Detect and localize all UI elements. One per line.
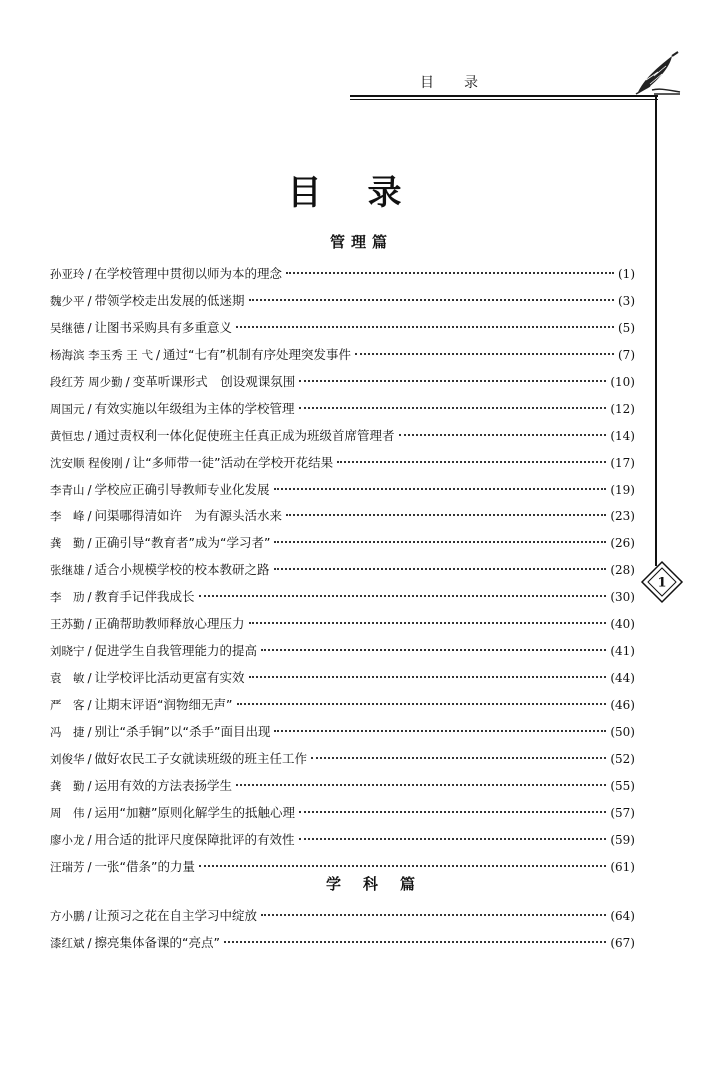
toc-separator: / xyxy=(87,401,92,416)
toc-leader-dots xyxy=(224,941,606,943)
toc-title: 促进学生自我管理能力的提高 xyxy=(94,643,258,659)
toc-author: 刘晓宁 xyxy=(50,644,85,659)
toc-title: 正确帮助教师释放心理压力 xyxy=(94,616,245,632)
toc-author: 李青山 xyxy=(50,482,85,497)
toc-author: 龚 勤 xyxy=(50,778,85,793)
toc-leader-dots xyxy=(249,676,607,678)
toc-author: 严 客 xyxy=(50,698,85,712)
toc-entry[interactable] xyxy=(50,480,635,507)
toc-entry[interactable] xyxy=(50,695,635,722)
toc-leader-dots xyxy=(311,757,606,759)
toc-leader-dots xyxy=(274,730,606,732)
toc-page-number: (17) xyxy=(610,455,635,470)
toc-author: 吴继德 xyxy=(50,320,85,335)
toc-author: 周 伟 xyxy=(50,805,85,820)
toc-separator: / xyxy=(87,644,92,659)
toc-page-number: (10) xyxy=(610,374,635,389)
toc-page-number: (44) xyxy=(610,671,635,686)
running-header: 目录 xyxy=(420,75,508,91)
toc-page-number: (7) xyxy=(618,347,635,362)
toc-page-number: (64) xyxy=(610,909,635,923)
toc-page-number: (46) xyxy=(610,698,635,712)
toc-entry[interactable] xyxy=(50,587,635,614)
toc-page-number: (3) xyxy=(618,293,635,308)
toc-page-number: (50) xyxy=(610,724,635,739)
toc-title: 让期末评语“润物细无声” xyxy=(94,697,233,712)
toc-author: 李 劢 xyxy=(50,590,85,605)
toc-author: 袁 敏 xyxy=(50,671,85,686)
toc-separator: / xyxy=(87,859,92,874)
toc-leader-dots xyxy=(236,326,614,328)
toc-leader-dots xyxy=(299,407,607,409)
toc-page-number: (30) xyxy=(610,590,635,605)
toc-separator: / xyxy=(87,267,92,281)
toc-leader-dots xyxy=(274,488,607,490)
toc-author: 刘俊华 xyxy=(50,751,85,766)
toc-leader-dots xyxy=(299,811,606,813)
toc-page-number: (61) xyxy=(610,859,635,874)
toc-leader-dots xyxy=(299,380,606,382)
toc-author: 王苏勤 xyxy=(50,617,85,632)
toc-leader-dots xyxy=(286,514,606,516)
toc-entry[interactable] xyxy=(50,318,635,345)
toc-page-number: (55) xyxy=(610,778,635,793)
toc-separator: / xyxy=(87,805,92,820)
toc-separator: / xyxy=(87,536,92,551)
toc-entry[interactable] xyxy=(50,641,635,668)
toc-separator: / xyxy=(87,751,92,766)
toc-page-number: (52) xyxy=(610,751,635,766)
toc-separator: / xyxy=(125,374,130,389)
toc-leader-dots xyxy=(249,299,614,301)
toc-author: 漆红斌 xyxy=(50,935,85,950)
toc-leader-dots xyxy=(249,622,607,624)
toc-leader-dots xyxy=(237,703,607,705)
toc-entry[interactable] xyxy=(50,291,635,318)
toc-entry[interactable] xyxy=(50,614,635,641)
toc-entry[interactable] xyxy=(50,533,635,560)
toc-author: 汪瑞芳 xyxy=(50,859,85,874)
toc-title: 有效实施以年级组为主体的学校管理 xyxy=(94,400,295,416)
toc-author: 魏少平 xyxy=(50,293,85,308)
toc-title: 教育手记伴我成长 xyxy=(94,589,195,605)
toc-page-number: (12) xyxy=(610,401,635,416)
toc-title: 让“多师带一徒”活动在学校开花结果 xyxy=(132,454,334,470)
toc-author: 周国元 xyxy=(50,401,85,416)
toc-page-number: (28) xyxy=(610,563,635,578)
header-rule-thin xyxy=(350,99,658,100)
toc-author: 孙亚玲 xyxy=(50,267,85,281)
toc-title: 让学校评比活动更富有实效 xyxy=(94,670,245,686)
toc-title: 通过责权利一体化促使班主任真正成为班级首席管理者 xyxy=(94,427,395,443)
toc-entry[interactable] xyxy=(50,426,635,453)
toc-page-number: (1) xyxy=(618,267,635,281)
toc-title: 用合适的批评尺度保障批评的有效性 xyxy=(94,831,295,847)
toc-entry[interactable] xyxy=(50,453,635,480)
toc-author: 龚 勤 xyxy=(50,536,85,551)
toc-entry[interactable] xyxy=(50,560,635,587)
toc-list-subjects xyxy=(50,906,635,960)
toc-page-number: (41) xyxy=(610,644,635,659)
toc-leader-dots xyxy=(274,541,606,543)
toc-page-number: (57) xyxy=(610,805,635,820)
toc-page-number: (19) xyxy=(610,482,635,497)
toc-separator: / xyxy=(87,935,92,950)
toc-separator: / xyxy=(87,909,92,923)
toc-author: 张继雄 xyxy=(50,563,85,578)
toc-entry[interactable] xyxy=(50,906,635,933)
header-rule xyxy=(350,95,658,97)
toc-leader-dots xyxy=(199,865,606,867)
toc-entry[interactable] xyxy=(50,803,635,830)
toc-author: 廖小龙 xyxy=(50,832,85,847)
toc-separator: / xyxy=(87,724,92,739)
toc-page-number: (59) xyxy=(610,832,635,847)
toc-separator: / xyxy=(87,778,92,793)
toc-title: 擦亮集体备课的“亮点” xyxy=(94,934,220,950)
toc-leader-dots xyxy=(261,649,606,651)
toc-separator: / xyxy=(87,671,92,686)
toc-author: 方小鹏 xyxy=(50,909,85,923)
toc-separator: / xyxy=(87,320,92,335)
toc-page-number: (5) xyxy=(618,320,635,335)
toc-separator: / xyxy=(87,482,92,497)
page-number-badge xyxy=(640,560,684,604)
toc-title: 通过“七有”机制有序处理突发事件 xyxy=(163,346,351,362)
toc-leader-dots xyxy=(236,784,606,786)
toc-page-number: (67) xyxy=(610,935,635,950)
toc-list-management xyxy=(50,264,635,884)
toc-entry[interactable] xyxy=(50,933,635,960)
toc-separator: / xyxy=(87,509,92,524)
toc-leader-dots xyxy=(355,353,614,355)
toc-title: 一张“借条”的力量 xyxy=(94,858,195,874)
quill-pen-icon xyxy=(632,50,682,98)
toc-entry[interactable] xyxy=(50,264,635,291)
toc-entry[interactable] xyxy=(50,776,635,803)
toc-title: 做好农民工子女就读班级的班主任工作 xyxy=(94,750,308,766)
toc-entry[interactable] xyxy=(50,399,635,426)
toc-page-number: (26) xyxy=(610,536,635,551)
toc-page-number: (40) xyxy=(610,617,635,632)
toc-entry[interactable] xyxy=(50,372,635,399)
toc-separator: / xyxy=(87,617,92,632)
toc-separator: / xyxy=(87,590,92,605)
section-heading-management: 管理篇 xyxy=(329,233,393,251)
page-number: 1 xyxy=(657,575,667,591)
toc-title: 运用“加糖”原则化解学生的抵触心理 xyxy=(94,804,295,820)
toc-leader-dots xyxy=(261,914,606,916)
toc-title: 运用有效的方法表扬学生 xyxy=(94,777,233,793)
toc-author: 段红芳 周少勤 xyxy=(50,374,123,389)
section-heading-subjects: 学科篇 xyxy=(325,875,437,893)
toc-title: 变革听课形式 创设观课氛围 xyxy=(132,373,296,389)
toc-leader-dots xyxy=(299,838,607,840)
toc-leader-dots xyxy=(286,272,614,274)
toc-title: 带领学校走出发展的低迷期 xyxy=(94,292,245,308)
toc-author: 黄恒忠 xyxy=(50,428,85,443)
toc-entry[interactable] xyxy=(50,830,635,857)
toc-title: 学校应正确引导教师专业化发展 xyxy=(94,481,270,497)
toc-title: 别让“杀手锏”以“杀手”面目出现 xyxy=(94,723,271,739)
toc-author: 杨海滨 李玉秀 王 弋 xyxy=(50,347,153,362)
toc-separator: / xyxy=(87,832,92,847)
toc-title: 适合小规模学校的校本教研之路 xyxy=(94,562,270,578)
toc-separator: / xyxy=(87,563,92,578)
toc-leader-dots xyxy=(274,568,607,570)
toc-entry[interactable] xyxy=(50,668,635,695)
toc-author: 沈安顺 程俊刚 xyxy=(50,455,123,470)
toc-page-number: (23) xyxy=(610,509,635,524)
toc-leader-dots xyxy=(399,434,607,436)
toc-title: 让图书采购具有多重意义 xyxy=(94,319,233,335)
toc-separator: / xyxy=(87,428,92,443)
toc-entry[interactable] xyxy=(50,722,635,749)
toc-title: 正确引导“教育者”成为“学习者” xyxy=(94,535,271,551)
toc-title: 问渠哪得清如许 为有源头活水来 xyxy=(94,508,283,524)
toc-entry[interactable] xyxy=(50,506,635,533)
toc-author: 冯 捷 xyxy=(50,724,85,739)
toc-title: 在学校管理中贯彻以师为本的理念 xyxy=(94,266,283,281)
page-title: 目录 xyxy=(287,173,448,213)
toc-leader-dots xyxy=(337,461,606,463)
toc-leader-dots xyxy=(199,595,607,597)
toc-entry[interactable] xyxy=(50,345,635,372)
toc-entry[interactable] xyxy=(50,749,635,776)
toc-title: 让预习之花在自主学习中绽放 xyxy=(94,908,258,923)
toc-separator: / xyxy=(125,455,130,470)
toc-separator: / xyxy=(155,347,161,362)
toc-separator: / xyxy=(87,698,92,712)
toc-separator: / xyxy=(87,293,92,308)
toc-author: 李 峰 xyxy=(50,509,85,524)
toc-page-number: (14) xyxy=(610,428,635,443)
